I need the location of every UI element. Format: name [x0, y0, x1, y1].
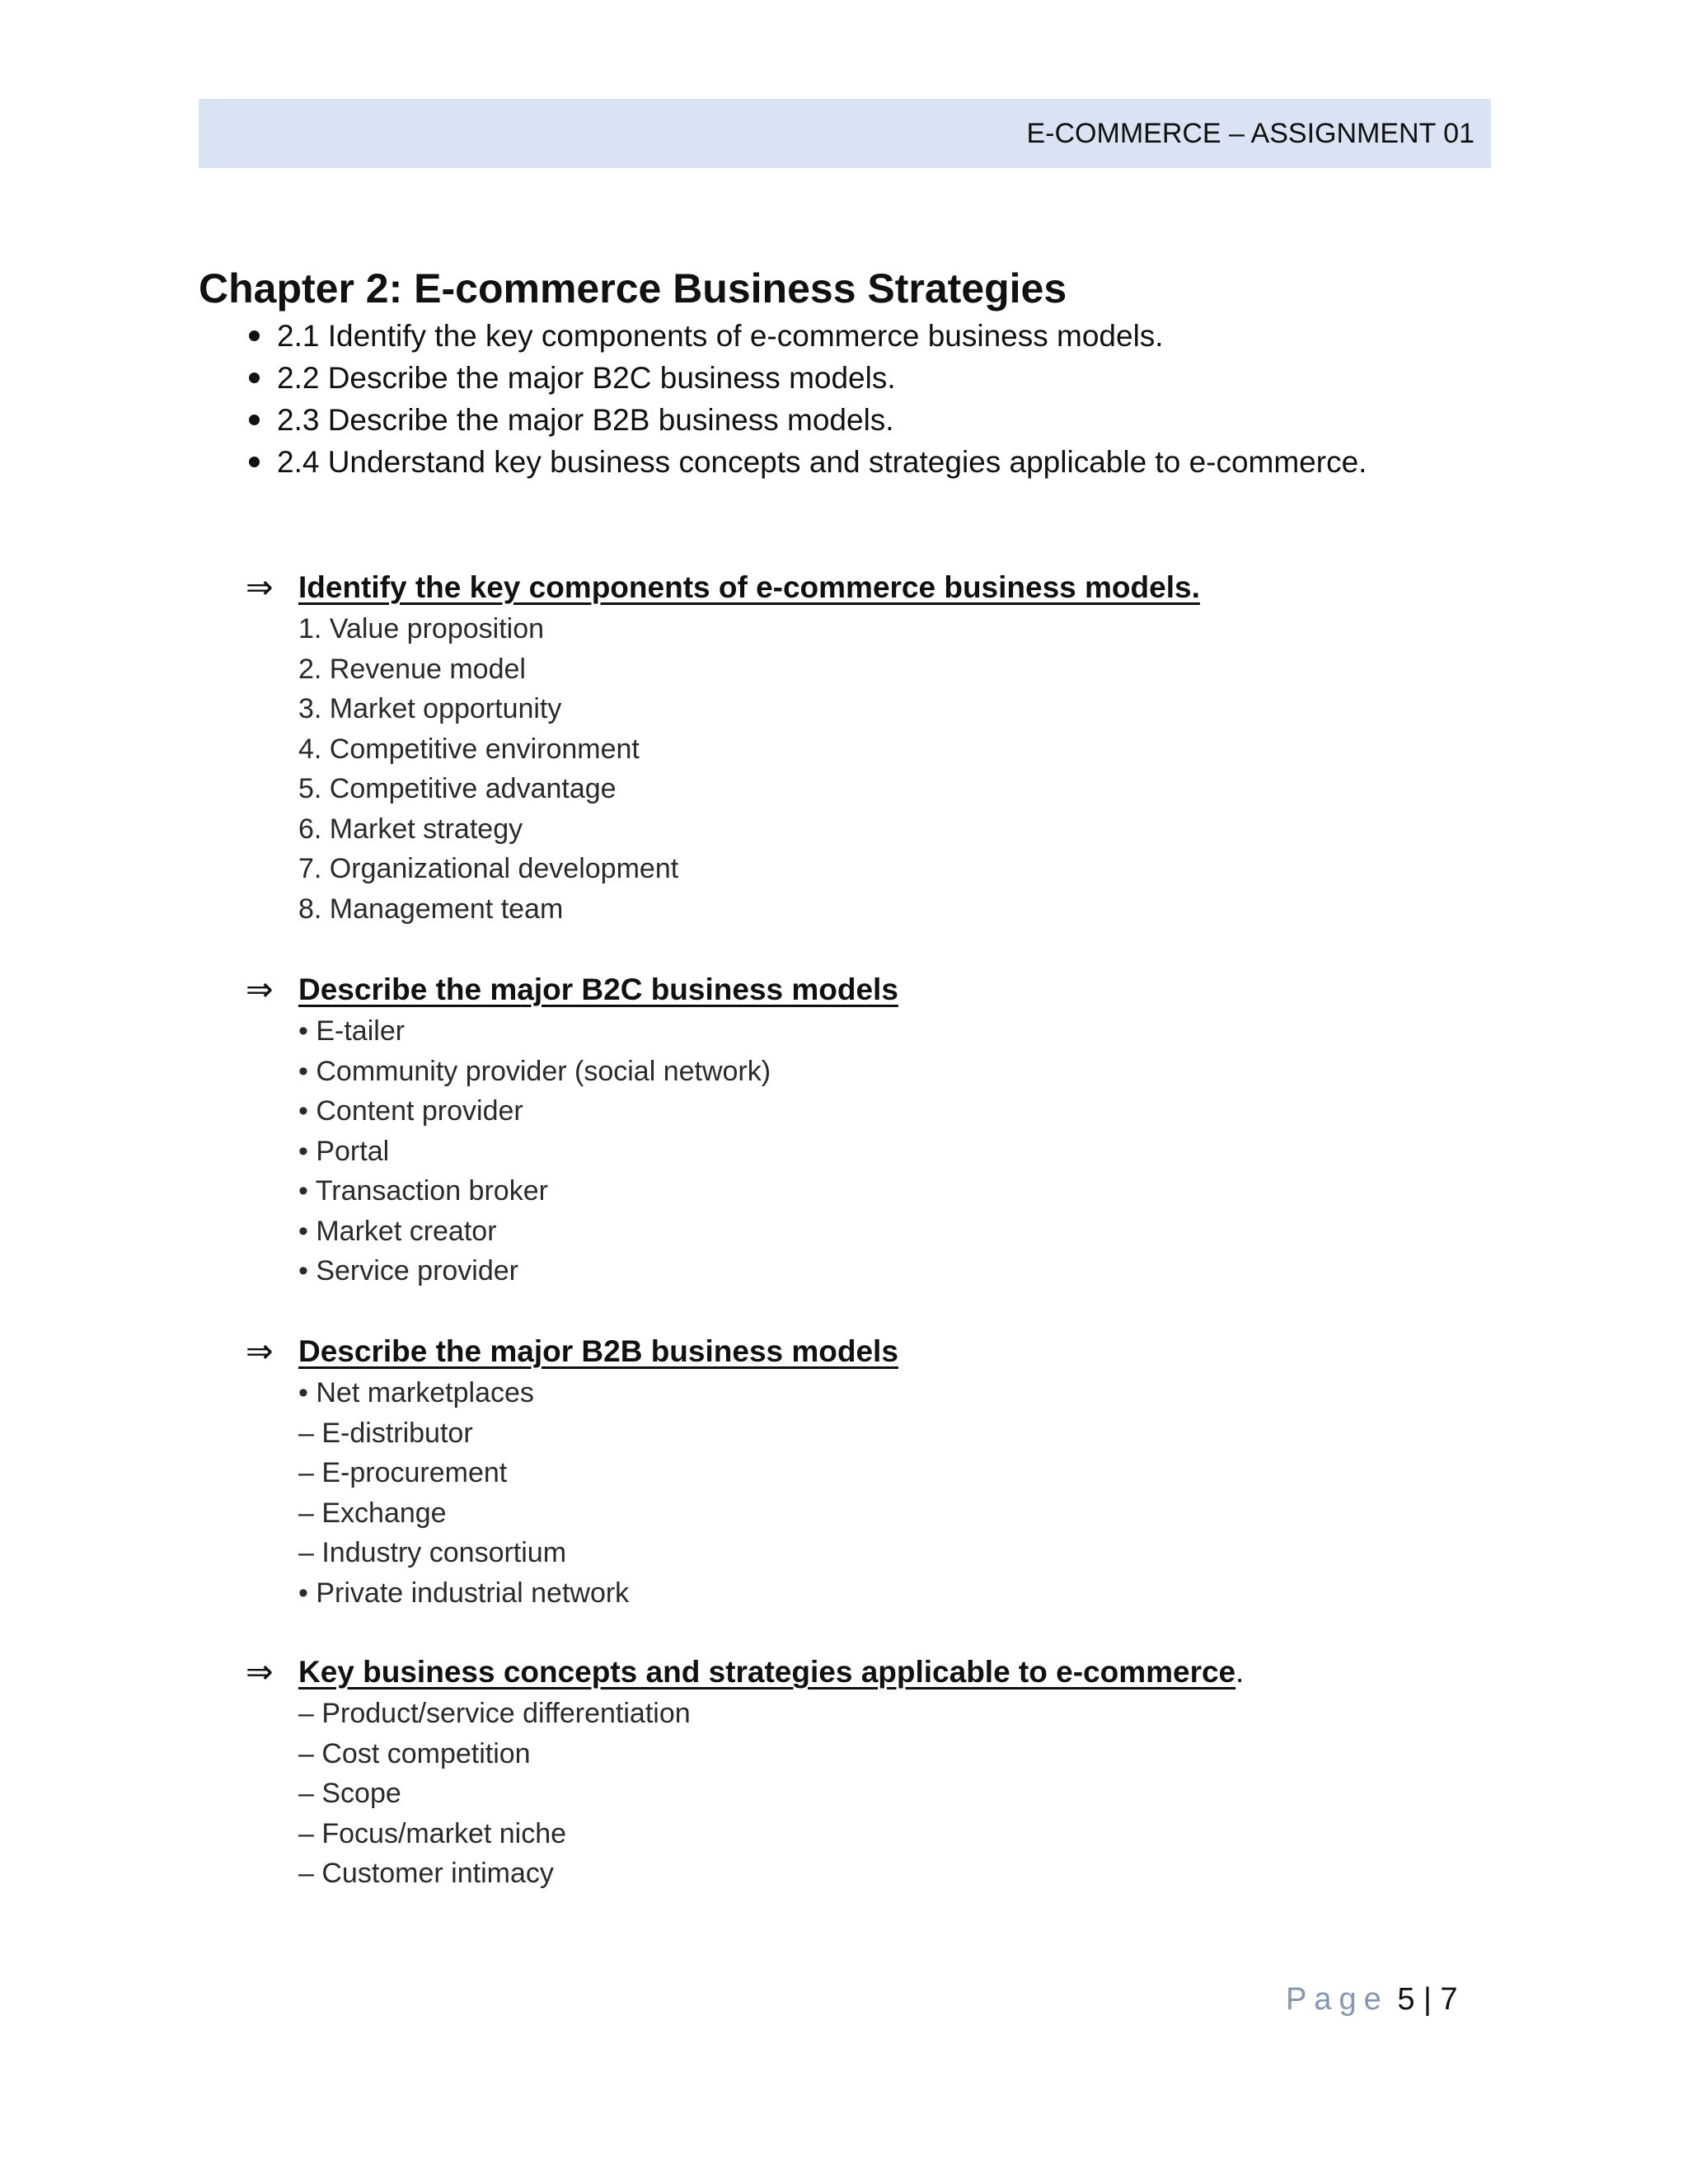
bullet-icon: [249, 457, 260, 467]
objective-item: 2.3 Describe the major B2B business models.: [247, 399, 1367, 441]
chapter-title: Chapter 2: E-commerce Business Strategies: [199, 265, 1067, 312]
list-item: • Net marketplaces: [298, 1377, 534, 1408]
bullet-icon: [249, 415, 260, 425]
section-heading: [246, 968, 898, 1011]
header-title: E-COMMERCE – ASSIGNMENT 01: [1026, 118, 1475, 149]
objective-item: 2.1 Identify the key components of e-commerce business models.: [247, 315, 1367, 357]
section-title: Identify the key components of e-commerce business models.: [298, 570, 1200, 604]
list-item: 2. Revenue model: [298, 653, 526, 685]
list-item: • Community provider (social network): [298, 1055, 771, 1087]
section-b2c-models: [246, 968, 898, 1291]
list-item: 6. Market strategy: [298, 813, 523, 845]
list-item: • E-tailer: [298, 1015, 406, 1047]
list-item: – Exchange: [298, 1497, 447, 1529]
section-b2b-models: [246, 1330, 898, 1613]
list-item: • Transaction broker: [298, 1175, 548, 1207]
list-item: 5. Competitive advantage: [298, 773, 617, 804]
section-items: [246, 609, 678, 929]
double-arrow-icon: ⇒: [246, 1333, 274, 1371]
list-item: 8. Management team: [298, 893, 564, 925]
page-number: 5 | 7: [1397, 1982, 1458, 2017]
list-item: – Cost competition: [298, 1737, 531, 1769]
list-item: • Content provider: [298, 1095, 523, 1127]
list-item: – Focus/market niche: [298, 1817, 567, 1849]
list-item: • Private industrial network: [298, 1577, 630, 1609]
header-bar: [199, 99, 1491, 168]
objective-item: 2.2 Describe the major B2C business models.: [247, 357, 1367, 399]
list-item: – Industry consortium: [298, 1537, 567, 1568]
list-item: • Market creator: [298, 1215, 497, 1247]
list-item: – E-procurement: [298, 1457, 508, 1488]
list-item: – Customer intimacy: [298, 1858, 554, 1889]
bullet-icon: [249, 373, 260, 383]
list-item: 4. Competitive environment: [298, 733, 640, 765]
page-footer: [1286, 1982, 1458, 2018]
list-item: • Portal: [298, 1135, 390, 1167]
double-arrow-icon: ⇒: [246, 1653, 274, 1691]
double-arrow-icon: ⇒: [246, 569, 274, 607]
list-item: 1. Value proposition: [298, 613, 545, 644]
list-item: • Service provider: [298, 1255, 519, 1286]
section-items: [246, 1694, 691, 1894]
section-items: [246, 1373, 629, 1613]
list-item: – Product/service differentiation: [298, 1698, 691, 1729]
section-key-components: [246, 566, 1200, 929]
page-label: Page: [1286, 1982, 1389, 2017]
section-heading: [246, 566, 1200, 609]
section-heading: [246, 1651, 1245, 1694]
list-item: – Scope: [298, 1778, 401, 1809]
section-title: Describe the major B2C business models: [298, 972, 898, 1006]
section-title: Describe the major B2B business models: [298, 1334, 898, 1368]
list-item: – E-distributor: [298, 1417, 473, 1449]
double-arrow-icon: ⇒: [246, 971, 274, 1009]
section-heading: [246, 1330, 898, 1373]
section-title: Key business concepts and strategies applicable to e-commerce: [298, 1655, 1236, 1689]
bullet-icon: [249, 330, 260, 341]
list-item: 7. Organizational development: [298, 853, 679, 884]
section-items: [246, 1011, 771, 1291]
section-key-concepts: [246, 1651, 1245, 1894]
list-item: 3. Market opportunity: [298, 693, 562, 724]
objectives-list: [247, 315, 1367, 483]
section-title-period: .: [1236, 1655, 1245, 1689]
objective-item: 2.4 Understand key business concepts and strategies applicable to e-commerce.: [247, 441, 1367, 483]
